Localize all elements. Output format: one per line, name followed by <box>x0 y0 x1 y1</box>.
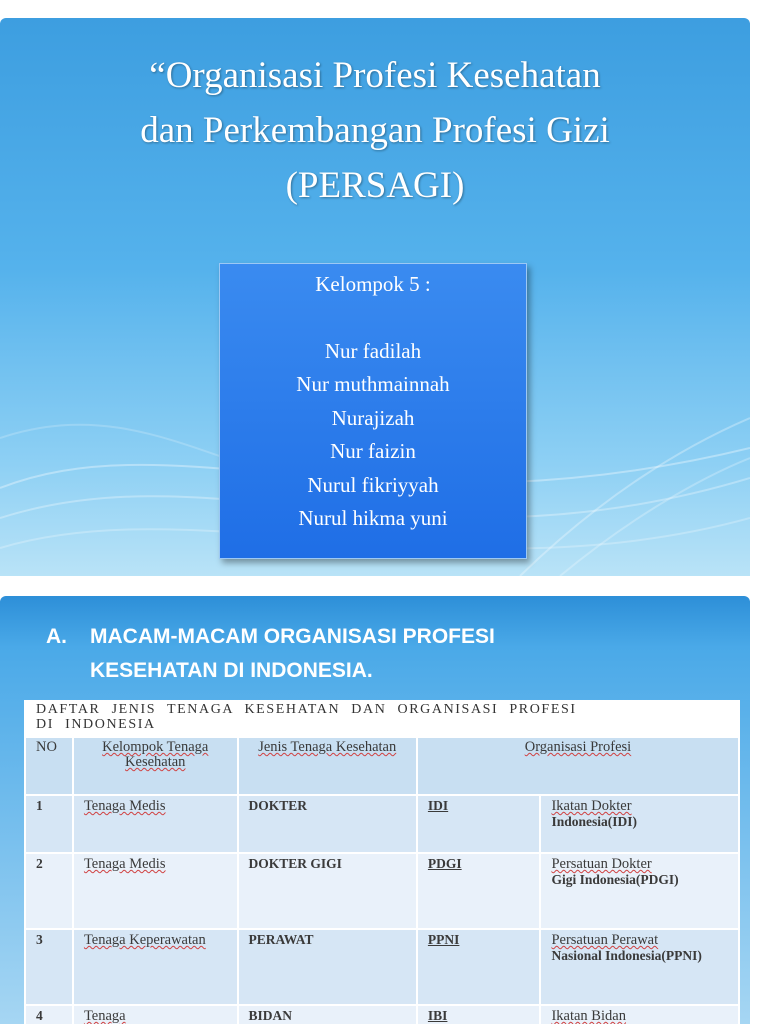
cell-jenis: PERAWAT <box>238 929 417 1005</box>
cell-full-top: Ikatan Dokter <box>551 798 632 814</box>
cell-full-rest: Gigi Indonesia(PDGI) <box>551 872 679 887</box>
caption-line: DAFTAR JENIS TENAGA KESEHATAN DAN ORGANISASI PROFESI <box>36 702 577 717</box>
title-line: “Organisasi Profesi Kesehatan <box>149 55 601 96</box>
member-name: Nur faizin <box>330 439 416 463</box>
header-organisasi: Organisasi Profesi <box>417 737 739 795</box>
cell-full-top: Persatuan Perawat <box>551 932 659 948</box>
profession-table-image <box>24 700 740 1024</box>
cell-full-rest: Indonesia(IDI) <box>551 814 637 829</box>
cell-full-top: Persatuan Dokter <box>551 856 652 872</box>
header-kelompok: Kelompok Tenaga Kesehatan <box>73 737 238 795</box>
section-title-line: MACAM-MACAM ORGANISASI PROFESI <box>90 625 495 648</box>
section-title-line: KESEHATAN DI INDONESIA. <box>90 659 373 682</box>
slide-title <box>0 48 750 213</box>
cell-kelompok: Tenaga <box>83 1008 126 1024</box>
cell-jenis: DOKTER <box>238 795 417 853</box>
cell-kelompok: Tenaga Medis <box>83 798 166 814</box>
cell-abbr: IDI <box>427 798 449 813</box>
cell-abbr: IBI <box>427 1008 448 1023</box>
member-name: Nur fadilah <box>324 338 422 363</box>
cell-no: 4 <box>25 1005 73 1024</box>
group-heading: Kelompok 5 : <box>315 272 431 296</box>
table-row <box>25 1005 739 1024</box>
cell-abbr: PDGI <box>427 856 462 871</box>
member-name: Nurul fikriyyah <box>307 472 439 497</box>
member-name: Nurajizah <box>331 405 415 430</box>
cell-kelompok: Tenaga Medis <box>83 856 166 872</box>
cell-no: 3 <box>25 929 73 1005</box>
cell-jenis: DOKTER GIGI <box>238 853 417 929</box>
table-row <box>25 795 739 853</box>
header-no: NO <box>25 737 73 795</box>
title-line: (PERSAGI) <box>285 165 465 206</box>
table-row <box>25 929 739 1005</box>
cell-abbr: PPNI <box>427 932 460 947</box>
title-slide <box>0 18 750 576</box>
member-name: Nurul hikma yuni <box>298 506 448 530</box>
title-line: dan Perkembangan Profesi Gizi <box>140 110 610 151</box>
cell-full-rest: Nasional Indonesia(PPNI) <box>551 948 702 963</box>
group-members-box <box>219 263 527 559</box>
caption-line: DI INDONESIA <box>36 717 156 732</box>
cell-full-top: Ikatan Bidan <box>551 1008 626 1024</box>
cell-kelompok: Tenaga Keperawatan <box>83 932 206 948</box>
cell-jenis: BIDAN <box>238 1005 417 1024</box>
cell-no: 2 <box>25 853 73 929</box>
table-caption <box>36 702 736 732</box>
section-number: A. <box>46 625 67 648</box>
member-name: Nur muthmainnah <box>296 372 450 396</box>
header-jenis: Jenis Tenaga Kesehatan <box>238 737 417 795</box>
content-slide <box>0 596 750 1024</box>
profession-table <box>24 736 740 1024</box>
cell-no: 1 <box>25 795 73 853</box>
table-row <box>25 853 739 929</box>
